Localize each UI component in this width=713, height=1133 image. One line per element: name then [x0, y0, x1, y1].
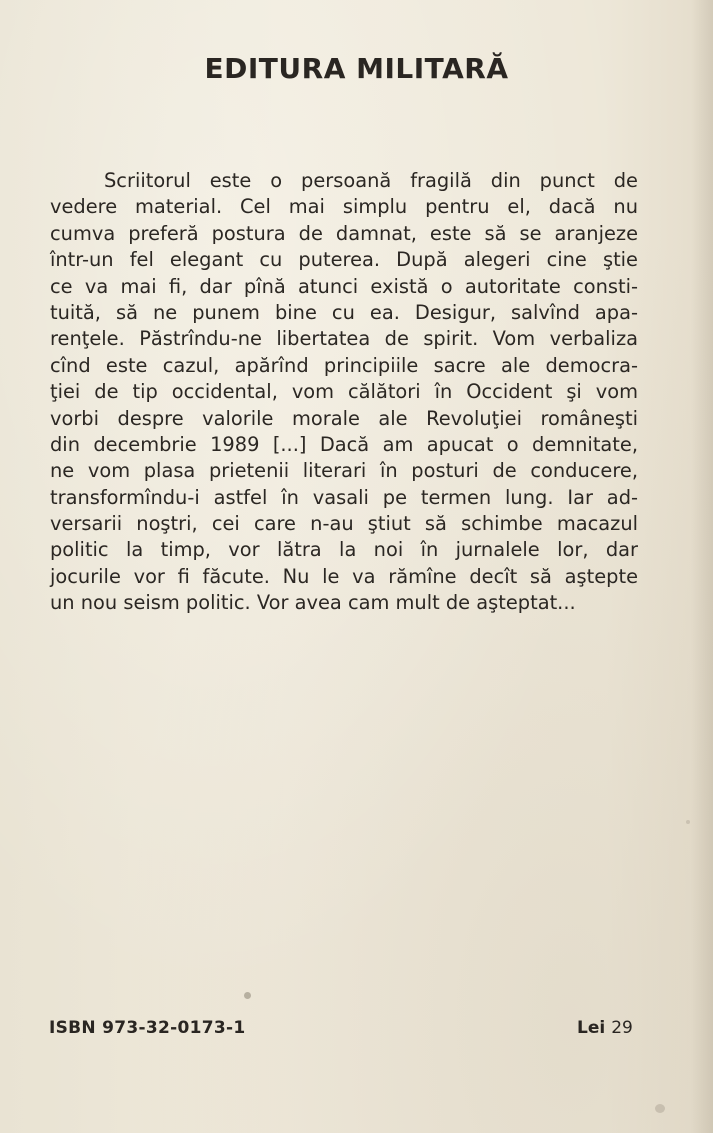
text-line: Scriitorul este o persoană fragilă din punct de	[104, 169, 638, 192]
text-line: vedere material. Cel mai simplu pentru el, dacă nu	[50, 195, 638, 219]
text-line: transformîndu-i astfel în vasali pe termen lung. Iar ad-	[50, 485, 638, 509]
isbn-code: ISBN 973-32-0173-1	[49, 1018, 246, 1038]
price-value: 29	[611, 1018, 633, 1038]
text-line: cumva preferă postura de damnat, este să se aranjeze	[50, 221, 638, 245]
text-line: un nou seism politic. Vor avea cam mult de aşteptat...	[50, 591, 576, 615]
text-line: din decembrie 1989 [...] Dacă am apucat o demnitate,	[50, 432, 638, 456]
page-edge-shadow	[691, 0, 713, 1133]
text-line: ne vom plasa prietenii literari în posturi de conducere,	[50, 459, 638, 483]
text-line: ţiei de tip occidental, vom călători în Occident şi vom	[50, 380, 638, 404]
text-line: tuită, să ne punem bine cu ea. Desigur, salvînd apa-	[50, 300, 638, 324]
publisher-name: EDITURA MILITARĂ	[204, 52, 509, 85]
text-line: într-un fel elegant cu puterea. După alegeri cine ştie	[50, 248, 638, 272]
text-line: versarii noştri, cei care n-au ştiut să schimbe macazul	[50, 512, 638, 536]
price-label: Lei	[577, 1018, 606, 1038]
excerpt-text	[50, 168, 638, 617]
paper-speck	[686, 820, 690, 824]
text-line: renţele. Păstrîndu-ne libertatea de spirit. Vom verbaliza	[50, 327, 638, 351]
paper-speck	[244, 992, 251, 999]
paper-speck	[655, 1104, 665, 1113]
text-line: jocurile vor fi făcute. Nu le va rămîne decît să aştepte	[50, 564, 638, 588]
text-line: ce va mai fi, dar pînă atunci există o autoritate consti-	[50, 274, 638, 298]
text-line: politic la timp, vor lătra la noi în jurnalele lor, dar	[50, 538, 638, 562]
text-line: cînd este cazul, apărînd principiile sacre ale democra-	[50, 353, 638, 377]
price	[577, 1018, 633, 1038]
text-line: vorbi despre valorile morale ale Revoluţiei româneşti	[50, 406, 638, 430]
